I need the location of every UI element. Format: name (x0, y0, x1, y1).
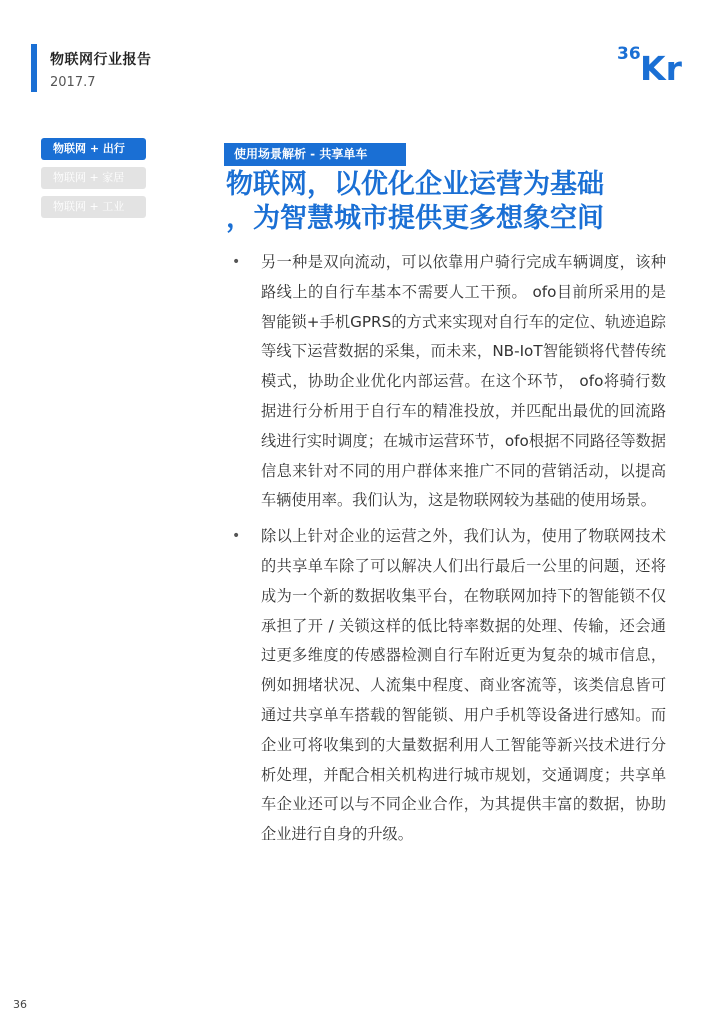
36kr-logo[interactable] (616, 40, 696, 84)
bullet-paragraph (226, 522, 666, 850)
page-headline (226, 168, 666, 236)
nav-item-industry[interactable]: 物联网 + 工业 (41, 196, 146, 218)
report-date: 2017.7 (50, 75, 96, 90)
paragraph-text: 另一种是双向流动，可以依靠用户骑行完成车辆调度，该种路线上的自行车基本不需要人工干预。 ofo目前所采用的是智能锁+手机GPRS的方式来实现对自行车的定位、轨迹追踪等线下运营数据的采集，而未来，NB-IoT智能锁将代替传统模式，协助企业优化内部运营。在这个环节， ofo将骑行数据进行分析用于自行车的精准投放，并匹配出最优的回流路线进行实时调度；在城市运营环节，ofo根据不同路径等数据信息来针对不同的用户群体来推广不同的营销活动，以提高车辆使用率。我们认为，这是物联网较为基础的使用场景。 (261, 253, 666, 510)
paragraph-text: 除以上针对企业的运营之外，我们认为，使用了物联网技术的共享单车除了可以解决人们出行最后一公里的问题，还将成为一个新的数据收集平台，在物联网加持下的智能锁不仅承担了开 / 关锁这样的低比特率数据的处理、传输，还会通过更多维度的传感器检测自行车附近更为复杂的城市信息，例如拥堵状况、人流集中程度、商业客流等，该类信息皆可通过共享单车搭载的智能锁、用户手机等设备进行感知。而企业可将收集到的大量数据利用人工智能等新兴技术进行分析处理，并配合相关机构进行城市规划，交通调度；共享单车企业还可以与不同企业合作，为其提供丰富的数据，协助企业进行自身的升级。 (261, 527, 666, 844)
bullet-dot-icon: • (232, 528, 241, 545)
headline-line-2: ，为智慧城市提供更多想象空间 (226, 203, 604, 234)
header-accent-bar (31, 44, 37, 92)
svg-text:36: 36 (617, 44, 641, 64)
bullet-paragraph (226, 248, 666, 516)
bullet-dot-icon: • (232, 254, 241, 270)
report-title: 物联网行业报告 (50, 52, 152, 68)
headline-line-1: 物联网，以优化企业运营为基础 (226, 169, 604, 200)
topic-nav (41, 138, 146, 225)
svg-text:Kr: Kr (640, 49, 682, 84)
nav-item-travel[interactable]: 物联网 + 出行 (41, 138, 146, 160)
nav-item-home[interactable]: 物联网 + 家居 (41, 167, 146, 189)
page-number: 36 (13, 998, 27, 1011)
section-tag: 使用场景解析 - 共享单车 (224, 143, 406, 166)
body-text (226, 248, 666, 856)
